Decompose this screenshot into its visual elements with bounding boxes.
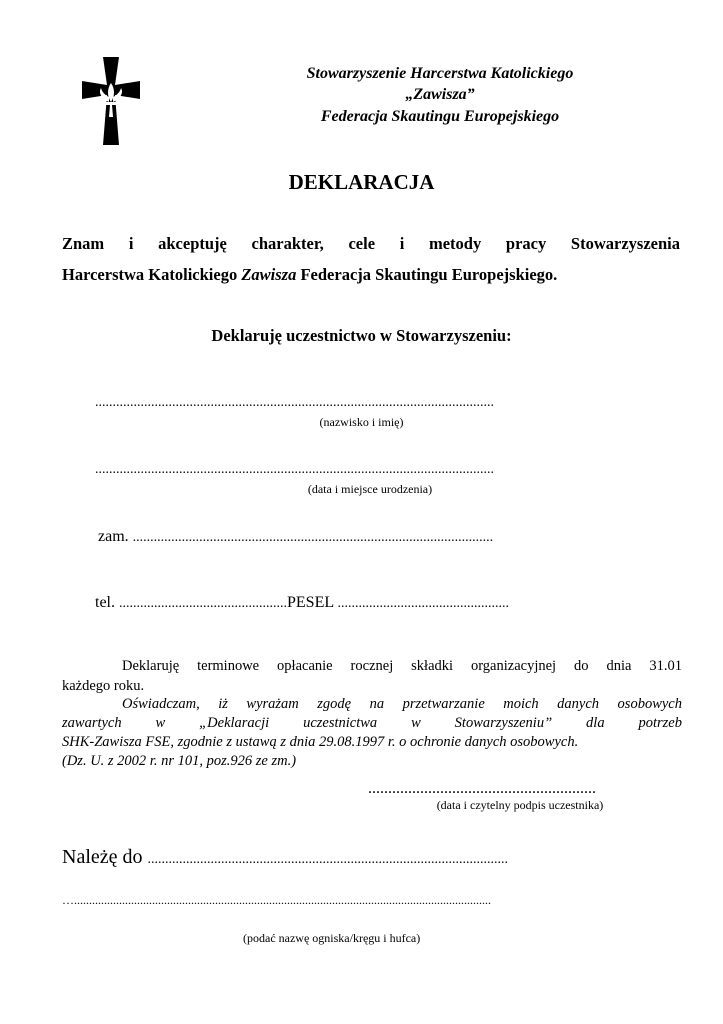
address-field <box>98 528 658 546</box>
intro-line-1: Znam i akceptuję charakter, cele i metody pracy Stowarzyszenia <box>62 234 680 253</box>
address-input-line[interactable]: ....................................................................................................... <box>132 530 494 545</box>
membership-label: Należę do <box>62 846 143 868</box>
address-label: zam. <box>98 528 129 545</box>
birth-input-line[interactable]: .................................................................................................................. <box>95 462 494 477</box>
membership-field <box>62 846 682 869</box>
birth-caption: (data i miejsce urodzenia) <box>307 482 433 496</box>
membership-input-line-1[interactable]: ....................................................................................................... <box>147 852 509 867</box>
organization-name-line-1: Stowarzyszenie Harcerstwa Katolickiego <box>306 65 574 82</box>
fee-declaration-line-1: Deklaruję terminowe opłacanie rocznej składki organizacyjnej do dnia 31.01 <box>122 658 682 674</box>
declaration-subtitle: Deklaruję uczestnictwo w Stowarzyszeniu: <box>211 326 512 345</box>
phone-pesel-field <box>95 594 655 612</box>
signature-caption: (data i czytelny podpis uczestnika) <box>436 798 604 812</box>
intro-italic-zawisza: Zawisza <box>241 265 297 284</box>
name-caption: (nazwisko i imię) <box>319 415 404 429</box>
consent-line-1: Oświadczam, iż wyrażam zgodę na przetwarzanie moich danych osobowych <box>122 696 682 712</box>
intro-line-2a: Harcerstwa Katolickiego <box>62 265 242 284</box>
consent-line-2: zawartych w „Deklaracji uczestnictwa w Stowarzyszeniu” dla potrzeb <box>62 715 682 731</box>
document-title: DEKLARACJA <box>288 170 435 194</box>
intro-line-2b: Federacja Skautingu Europejskiego. <box>296 265 558 284</box>
organization-name-line-2: „Zawisza” <box>405 86 475 103</box>
name-input-line[interactable]: .................................................................................................................. <box>95 395 494 410</box>
fee-declaration-line-2: każdego roku. <box>62 678 145 694</box>
consent-line-4: (Dz. U. z 2002 r. nr 101, poz.926 ze zm.) <box>62 753 297 769</box>
intro-statement <box>62 228 680 290</box>
membership-caption: (podać nazwę ogniska/kręgu i hufca) <box>243 931 421 945</box>
membership-input-line-2[interactable]: …........................................................................................................................................... <box>62 893 491 907</box>
organization-name-line-3: Federacja Skautingu Europejskiego <box>320 108 560 125</box>
phone-label: tel. <box>95 594 115 611</box>
phone-input-line[interactable]: ................................................ <box>119 596 287 611</box>
pesel-input-line[interactable]: ................................................. <box>337 596 510 611</box>
pesel-label: PESEL <box>287 594 334 611</box>
scout-cross-logo-icon <box>80 55 142 147</box>
signature-input-line[interactable]: ......................................................... <box>368 780 596 797</box>
consent-line-3: SHK-Zawisza FSE, zgodnie z ustawą z dnia 29.08.1997 r. o ochronie danych osobowych. <box>62 734 579 750</box>
